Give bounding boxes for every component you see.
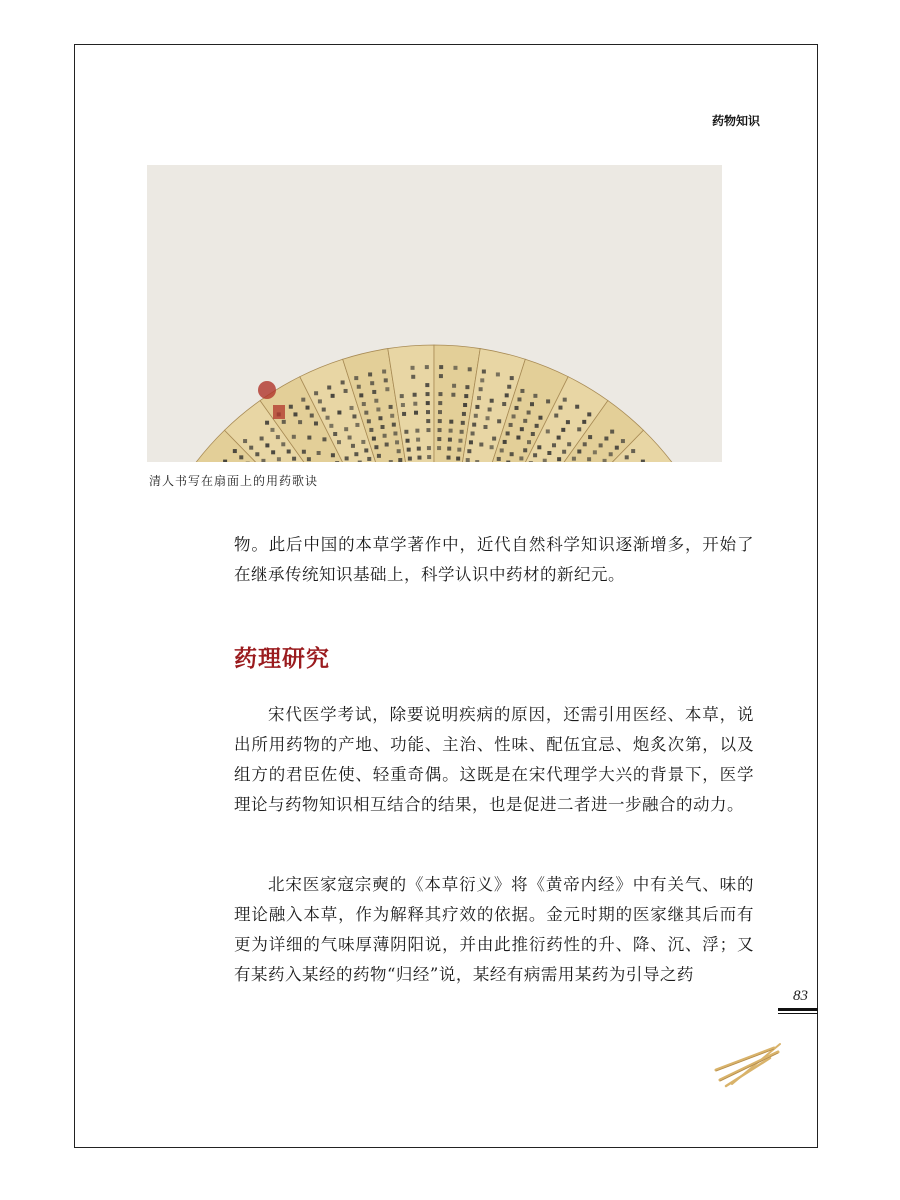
calligraphy-mark bbox=[641, 460, 645, 462]
calligraphy-mark bbox=[306, 406, 310, 410]
calligraphy-mark bbox=[400, 394, 404, 398]
calligraphy-mark bbox=[500, 448, 504, 452]
calligraphy-mark bbox=[599, 443, 603, 447]
calligraphy-mark bbox=[359, 393, 363, 397]
calligraphy-mark bbox=[370, 381, 374, 385]
calligraphy-mark bbox=[415, 429, 419, 433]
calligraphy-mark bbox=[249, 446, 253, 450]
calligraphy-mark bbox=[486, 416, 490, 420]
calligraphy-mark bbox=[480, 378, 484, 382]
calligraphy-mark bbox=[426, 392, 430, 396]
calligraphy-mark bbox=[466, 458, 470, 462]
calligraphy-mark bbox=[389, 460, 393, 462]
calligraphy-mark bbox=[464, 394, 468, 398]
calligraphy-mark bbox=[345, 456, 349, 460]
calligraphy-mark bbox=[425, 383, 429, 387]
calligraphy-mark bbox=[426, 410, 430, 414]
calligraphy-mark bbox=[414, 411, 418, 415]
calligraphy-mark bbox=[426, 419, 430, 423]
calligraphy-mark bbox=[506, 431, 510, 435]
calligraphy-mark bbox=[402, 412, 406, 416]
calligraphy-mark bbox=[337, 440, 341, 444]
calligraphy-mark bbox=[349, 406, 353, 410]
calligraphy-mark bbox=[348, 436, 352, 440]
calligraphy-mark bbox=[407, 448, 411, 452]
calligraphy-mark bbox=[438, 419, 442, 423]
calligraphy-mark bbox=[453, 366, 457, 370]
calligraphy-mark bbox=[331, 453, 335, 457]
calligraphy-mark bbox=[265, 421, 269, 425]
calligraphy-mark bbox=[260, 437, 264, 441]
calligraphy-mark bbox=[233, 449, 237, 453]
calligraphy-mark bbox=[381, 425, 385, 429]
seal-stamp-icon bbox=[258, 381, 276, 399]
calligraphy-mark bbox=[449, 420, 453, 424]
calligraphy-mark bbox=[438, 428, 442, 432]
calligraphy-mark bbox=[408, 457, 412, 461]
calligraphy-mark bbox=[520, 427, 524, 431]
calligraphy-mark bbox=[413, 402, 417, 406]
calligraphy-mark bbox=[449, 429, 453, 433]
calligraphy-mark bbox=[364, 411, 368, 415]
calligraphy-mark bbox=[351, 444, 355, 448]
calligraphy-mark bbox=[497, 419, 501, 423]
figure-caption: 清人书写在扇面上的用药歌诀 bbox=[149, 474, 319, 488]
calligraphy-mark bbox=[460, 430, 464, 434]
calligraphy-mark bbox=[287, 449, 291, 453]
body-paragraph-2: 宋代医学考试，除要说明疾病的原因，还需引用医经、本草，说出所用药物的产地、功能、主治、性味、配伍宜忌、炮炙次第，以及组方的君臣佐使、轻重奇偶。这既是在宋代理学大兴的背景下，医学理论与药物知识相互结合的结果，也是促进二者进一步融合的动力。 bbox=[234, 705, 754, 814]
calligraphy-mark bbox=[354, 376, 358, 380]
calligraphy-mark bbox=[610, 430, 614, 434]
calligraphy-mark bbox=[503, 440, 507, 444]
calligraphy-mark bbox=[367, 419, 371, 423]
calligraphy-mark bbox=[479, 443, 483, 447]
calligraphy-mark bbox=[437, 437, 441, 441]
calligraphy-mark bbox=[289, 405, 293, 409]
calligraphy-mark bbox=[509, 423, 513, 427]
calligraphy-mark bbox=[566, 420, 570, 424]
calligraphy-mark bbox=[322, 408, 326, 412]
calligraphy-mark bbox=[276, 435, 280, 439]
calligraphy-mark bbox=[546, 399, 550, 403]
calligraphy-mark bbox=[239, 455, 243, 459]
calligraphy-mark bbox=[364, 448, 368, 452]
calligraphy-mark bbox=[367, 457, 371, 461]
calligraphy-mark bbox=[502, 402, 506, 406]
calligraphy-mark bbox=[467, 449, 471, 453]
calligraphy-mark bbox=[587, 412, 591, 416]
calligraphy-mark bbox=[603, 459, 607, 462]
calligraphy-mark bbox=[357, 385, 361, 389]
calligraphy-mark bbox=[451, 393, 455, 397]
calligraphy-mark bbox=[361, 440, 365, 444]
calligraphy-mark bbox=[471, 431, 475, 435]
calligraphy-mark bbox=[562, 450, 566, 454]
calligraphy-mark bbox=[389, 405, 393, 409]
calligraphy-mark bbox=[406, 439, 410, 443]
calligraphy-mark bbox=[582, 420, 586, 424]
calligraphy-mark bbox=[307, 436, 311, 440]
calligraphy-mark bbox=[604, 437, 608, 441]
calligraphy-mark bbox=[265, 443, 269, 447]
calligraphy-mark bbox=[385, 387, 389, 391]
calligraphy-mark bbox=[292, 435, 296, 439]
calligraphy-mark bbox=[447, 456, 451, 460]
calligraphy-mark bbox=[552, 443, 556, 447]
calligraphy-mark bbox=[417, 447, 421, 451]
calligraphy-mark bbox=[368, 372, 372, 376]
calligraphy-mark bbox=[329, 424, 333, 428]
calligraphy-mark bbox=[293, 412, 297, 416]
calligraphy-mark bbox=[465, 385, 469, 389]
calligraphy-mark bbox=[372, 437, 376, 441]
calligraphy-mark bbox=[282, 420, 286, 424]
calligraphy-mark bbox=[461, 421, 465, 425]
calligraphy-mark bbox=[425, 365, 429, 369]
calligraphy-mark bbox=[593, 450, 597, 454]
calligraphy-mark bbox=[577, 449, 581, 453]
calligraphy-mark bbox=[496, 372, 500, 376]
calligraphy-mark bbox=[427, 455, 431, 459]
calligraphy-mark bbox=[335, 461, 339, 462]
calligraphy-mark bbox=[547, 451, 551, 455]
calligraphy-mark bbox=[395, 440, 399, 444]
calligraphy-mark bbox=[482, 370, 486, 374]
calligraphy-mark bbox=[527, 440, 531, 444]
calligraphy-mark bbox=[333, 432, 337, 436]
body-paragraph-1: 物。此后中国的本草学著作中，近代自然科学知识逐渐增多，开始了在继承传统知识基础上，科学认识中药材的新纪元。 bbox=[234, 535, 754, 584]
calligraphy-mark bbox=[378, 416, 382, 420]
calligraphy-mark bbox=[577, 427, 581, 431]
calligraphy-mark bbox=[344, 427, 348, 431]
section-title: 药理研究 bbox=[234, 646, 330, 672]
calligraphy-mark bbox=[468, 367, 472, 371]
calligraphy-mark bbox=[314, 391, 318, 395]
calligraphy-mark bbox=[529, 461, 533, 462]
calligraphy-mark bbox=[483, 425, 487, 429]
calligraphy-mark bbox=[302, 450, 306, 454]
calligraphy-mark bbox=[609, 452, 613, 456]
calligraphy-mark bbox=[575, 405, 579, 409]
calligraphy-mark bbox=[588, 435, 592, 439]
footer-rule-thin bbox=[778, 1013, 818, 1014]
calligraphy-mark bbox=[377, 454, 381, 458]
calligraphy-mark bbox=[457, 448, 461, 452]
calligraphy-mark bbox=[416, 438, 420, 442]
calligraphy-mark bbox=[341, 380, 345, 384]
calligraphy-mark bbox=[546, 429, 550, 433]
calligraphy-mark bbox=[631, 449, 635, 453]
calligraphy-mark bbox=[301, 398, 305, 402]
calligraphy-mark bbox=[533, 394, 537, 398]
calligraphy-mark bbox=[404, 430, 408, 434]
calligraphy-mark bbox=[337, 411, 341, 415]
calligraphy-mark bbox=[314, 421, 318, 425]
calligraphy-mark bbox=[411, 375, 415, 379]
calligraphy-mark bbox=[490, 399, 494, 403]
page-number: 83 bbox=[793, 988, 808, 1004]
calligraphy-mark bbox=[362, 402, 366, 406]
calligraphy-mark bbox=[331, 394, 335, 398]
calligraphy-mark bbox=[243, 439, 247, 443]
calligraphy-mark bbox=[554, 414, 558, 418]
fan-painting-image bbox=[147, 165, 722, 462]
calligraphy-mark bbox=[587, 457, 591, 461]
calligraphy-mark bbox=[475, 460, 479, 462]
calligraphy-mark bbox=[475, 405, 479, 409]
calligraphy-mark bbox=[317, 451, 321, 455]
calligraphy-mark bbox=[385, 443, 389, 447]
footer-rule bbox=[778, 1008, 818, 1011]
calligraphy-mark bbox=[255, 452, 259, 456]
calligraphy-mark bbox=[261, 459, 265, 462]
calligraphy-mark bbox=[438, 410, 442, 414]
calligraphy-mark bbox=[583, 442, 587, 446]
calligraphy-mark bbox=[510, 376, 514, 380]
calligraphy-mark bbox=[270, 428, 274, 432]
calligraphy-mark bbox=[447, 447, 451, 451]
calligraphy-mark bbox=[298, 420, 302, 424]
calligraphy-mark bbox=[369, 428, 373, 432]
calligraphy-mark bbox=[437, 446, 441, 450]
calligraphy-mark bbox=[479, 387, 483, 391]
calligraphy-mark bbox=[531, 432, 535, 436]
calligraphy-mark bbox=[462, 412, 466, 416]
calligraphy-mark bbox=[390, 414, 394, 418]
calligraphy-mark bbox=[326, 416, 330, 420]
calligraphy-mark bbox=[492, 437, 496, 441]
calligraphy-mark bbox=[372, 390, 376, 394]
calligraphy-mark bbox=[563, 398, 567, 402]
calligraphy-mark bbox=[223, 460, 227, 462]
calligraphy-mark bbox=[448, 438, 452, 442]
calligraphy-mark bbox=[621, 439, 625, 443]
calligraphy-mark bbox=[515, 406, 519, 410]
bamboo-sticks-icon bbox=[712, 1040, 782, 1094]
calligraphy-mark bbox=[374, 399, 378, 403]
calligraphy-mark bbox=[292, 457, 296, 461]
calligraphy-mark bbox=[438, 401, 442, 405]
calligraphy-mark bbox=[523, 448, 527, 452]
calligraphy-mark bbox=[567, 442, 571, 446]
calligraphy-mark bbox=[497, 457, 501, 461]
calligraphy-mark bbox=[543, 459, 547, 462]
calligraphy-mark bbox=[392, 423, 396, 427]
calligraphy-mark bbox=[510, 452, 514, 456]
calligraphy-mark bbox=[384, 378, 388, 382]
calligraphy-mark bbox=[307, 457, 311, 461]
calligraphy-mark bbox=[318, 399, 322, 403]
calligraphy-mark bbox=[401, 403, 405, 407]
calligraphy-mark bbox=[374, 445, 378, 449]
calligraphy-mark bbox=[376, 407, 380, 411]
calligraphy-mark bbox=[557, 457, 561, 461]
calligraphy-mark bbox=[411, 366, 415, 370]
calligraphy-mark bbox=[352, 414, 356, 418]
calligraphy-mark bbox=[417, 456, 421, 460]
calligraphy-mark bbox=[310, 414, 314, 418]
calligraphy-mark bbox=[490, 445, 494, 449]
body-paragraph-3: 北宋医家寇宗奭的《本草衍义》将《黄帝内经》中有关气、味的理论融入本草，作为解释其疗效的依据。金元时期的医家继其后而有更为详细的气味厚薄阴阳说，并由此推衍药性的升、降、沉、浮；又有某药入某经的药物“归经”说，某经有病需用某药为引导之药 bbox=[234, 875, 754, 984]
calligraphy-mark bbox=[488, 407, 492, 411]
calligraphy-mark bbox=[557, 436, 561, 440]
calligraphy-mark bbox=[506, 461, 510, 462]
calligraphy-mark bbox=[452, 384, 456, 388]
calligraphy-mark bbox=[458, 439, 462, 443]
calligraphy-mark bbox=[474, 414, 478, 418]
calligraphy-mark bbox=[535, 424, 539, 428]
calligraphy-mark bbox=[477, 396, 481, 400]
calligraphy-mark bbox=[463, 403, 467, 407]
calligraphy-mark bbox=[520, 389, 524, 393]
calligraphy-mark bbox=[469, 440, 473, 444]
calligraphy-mark bbox=[517, 397, 521, 401]
calligraphy-mark bbox=[615, 446, 619, 450]
calligraphy-mark bbox=[398, 458, 402, 462]
calligraphy-mark bbox=[438, 392, 442, 396]
calligraphy-mark bbox=[427, 446, 431, 450]
calligraphy-mark bbox=[383, 434, 387, 438]
calligraphy-mark bbox=[625, 455, 629, 459]
calligraphy-mark bbox=[382, 370, 386, 374]
calligraphy-mark bbox=[426, 428, 430, 432]
calligraphy-mark bbox=[537, 445, 541, 449]
calligraphy-mark bbox=[439, 374, 443, 378]
calligraphy-mark bbox=[519, 456, 523, 460]
calligraphy-mark bbox=[439, 365, 443, 369]
calligraphy-mark bbox=[281, 442, 285, 446]
calligraphy-mark bbox=[456, 457, 460, 461]
calligraphy-mark bbox=[355, 423, 359, 427]
calligraphy-mark bbox=[523, 419, 527, 423]
calligraphy-mark bbox=[527, 411, 531, 415]
calligraphy-mark bbox=[505, 393, 509, 397]
calligraphy-mark bbox=[561, 428, 565, 432]
calligraphy-mark bbox=[344, 389, 348, 393]
calligraphy-mark bbox=[358, 461, 362, 462]
calligraphy-mark bbox=[533, 453, 537, 457]
running-head: 药物知识 bbox=[711, 114, 760, 128]
calligraphy-mark bbox=[426, 401, 430, 405]
seal-stamp-icon bbox=[273, 405, 285, 419]
calligraphy-mark bbox=[327, 386, 331, 390]
calligraphy-mark bbox=[572, 457, 576, 461]
calligraphy-mark bbox=[507, 385, 511, 389]
calligraphy-mark bbox=[516, 436, 520, 440]
calligraphy-mark bbox=[271, 450, 275, 454]
calligraphy-mark bbox=[538, 416, 542, 420]
calligraphy-mark bbox=[393, 431, 397, 435]
calligraphy-mark bbox=[397, 449, 401, 453]
calligraphy-mark bbox=[472, 423, 476, 427]
calligraphy-mark bbox=[512, 414, 516, 418]
calligraphy-mark bbox=[277, 457, 281, 461]
calligraphy-mark bbox=[530, 402, 534, 406]
calligraphy-mark bbox=[322, 437, 326, 441]
calligraphy-mark bbox=[413, 393, 417, 397]
calligraphy-mark bbox=[558, 406, 562, 410]
calligraphy-mark bbox=[354, 452, 358, 456]
